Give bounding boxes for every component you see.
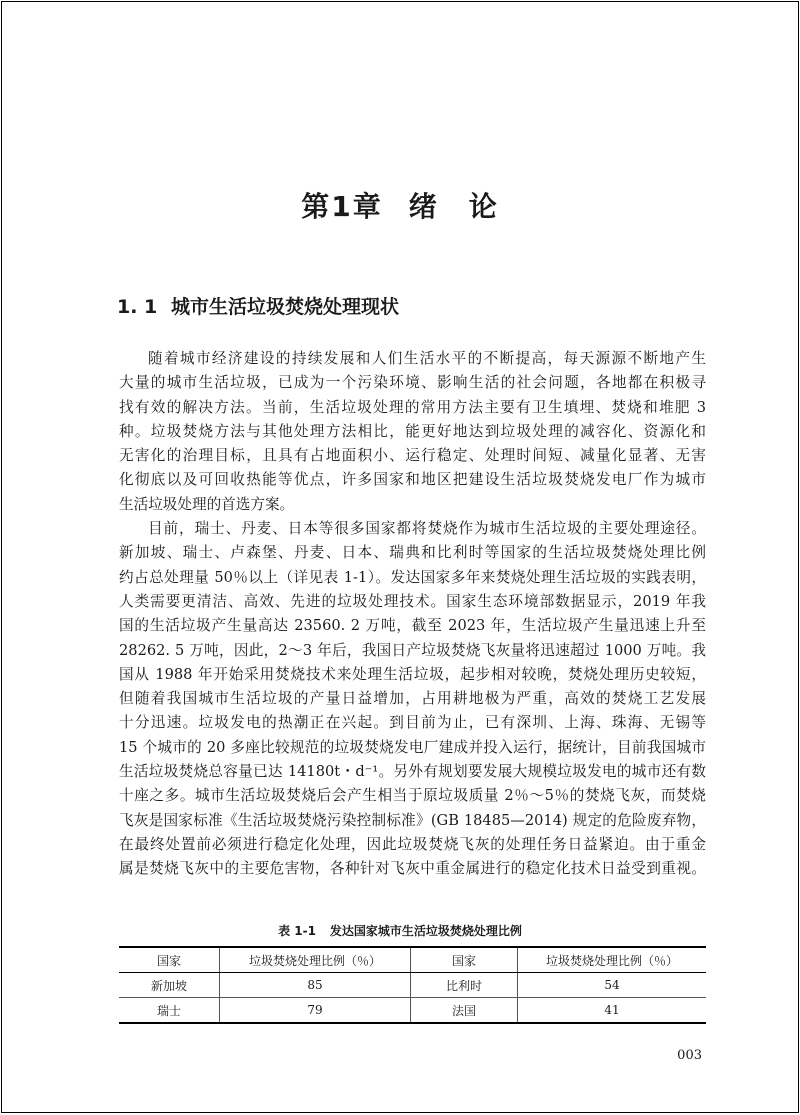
body-line: 约占总处理量 50％以上（详见表 1-1）。发达国家多年来焚烧处理生活垃圾的实践表明， [119,568,706,586]
table-header-cell: 垃圾焚烧处理比例（％） [518,947,707,973]
body-line: 目前，瑞士、丹麦、日本等很多国家都将焚烧作为城市生活垃圾的主要处理途径。 [148,520,706,538]
body-line: 但随着我国城市生活垃圾的产量日益增加，占用耕地极为严重，高效的焚烧工艺发展 [119,690,706,708]
table-cell: 瑞士 [119,998,220,1024]
body-line: 化彻底以及可回收热能等优点，许多国家和地区把建设生活垃圾焚烧发电厂作为城市 [119,471,706,489]
section-heading [117,292,399,319]
section-number: 1. 1 [117,296,158,318]
table-cell: 85 [220,973,411,998]
table-cell: 比利时 [411,973,518,998]
table-header-row [119,947,706,973]
table-row [119,973,706,998]
chapter-number: 第1章 [301,190,383,223]
table-caption-title: 发达国家城市生活垃圾焚烧处理比例 [329,924,522,938]
table-cell: 新加坡 [119,973,220,998]
body-line: 28262. 5 万吨，因此，2～3 年后，我国日产垃圾焚烧飞灰量将迅速超过 1000 万吨。我 [119,641,706,659]
table-cell: 54 [518,973,707,998]
table-cell: 法国 [411,998,518,1024]
table-header-cell: 国家 [411,947,518,973]
body-line: 找有效的解决方法。当前，生活垃圾处理的常用方法主要有卫生填埋、焚烧和堆肥 3 [119,398,706,416]
body-line: 飞灰是国家标准《生活垃圾焚烧污染控制标准》(GB 18485—2014) 规定的危险废弃物， [119,811,706,829]
body-line: 十座之多。城市生活垃圾焚烧后会产生相当于原垃圾质量 2％～5％的焚烧飞灰，而焚烧 [119,787,706,805]
document-page [1,1,799,1113]
page-number: 003 [677,1048,702,1063]
body-line: 随着城市经济建设的持续发展和人们生活水平的不断提高，每天源源不断地产生 [148,350,706,367]
body-line: 国从 1988 年开始采用焚烧技术来处理生活垃圾，起步相对较晚，焚烧处理历史较短， [119,665,706,683]
body-line: 十分迅速。垃圾发电的热潮正在兴起。到目前为止，已有深圳、上海、珠海、无锡等 [119,714,706,732]
body-line: 国的生活垃圾产生量高达 23560. 2 万吨，截至 2023 年，生活垃圾产生量迅速上升至 [119,617,706,635]
body-line: 15 个城市的 20 多座比较规范的垃圾焚烧发电厂建成并投入运行，据统计，目前我国城市 [119,738,706,756]
table-header-cell: 国家 [119,947,220,973]
table-header-cell: 垃圾焚烧处理比例（％） [220,947,411,973]
body-line: 无害化的治理目标，且具有占地面积小、运行稳定、处理时间短、减量化显著、无害 [119,447,706,465]
table-row [119,998,706,1024]
body-line: 大量的城市生活垃圾，已成为一个污染环境、影响生活的社会问题，各地都在积极寻 [119,374,706,392]
incineration-ratio-table [119,946,706,1024]
body-line: 人类需要更清洁、高效、先进的垃圾处理技术。国家生态环境部数据显示，2019 年我 [119,592,706,610]
body-line: 生活垃圾焚烧总容量已达 14180t・d⁻¹。另外有规划要发展大规模垃圾发电的城市还有数 [119,763,706,781]
body-line: 属是焚烧飞灰中的主要危害物，各种针对飞灰中重金属进行的稳定化技术日益受到重视。 [119,860,706,878]
body-line: 在最终处置前必须进行稳定化处理，因此垃圾焚烧飞灰的处理任务日益紧迫。由于重金 [119,835,706,853]
chapter-title [2,185,798,225]
table-caption-number: 表 1-1 [278,924,316,938]
body-line: 新加坡、瑞士、卢森堡、丹麦、日本、瑞典和比利时等国家的生活垃圾焚烧处理比例 [119,544,706,562]
table-caption [2,922,798,939]
body-line: 生活垃圾处理的首选方案。 [119,495,295,513]
body-line: 种。垃圾焚烧方法与其他处理方法相比，能更好地达到垃圾处理的减容化、资源化和 [119,422,706,440]
body-text [119,347,706,882]
table-cell: 41 [518,998,707,1024]
chapter-name: 绪 论 [408,190,499,223]
section-name: 城市生活垃圾焚烧处理现状 [171,296,400,318]
table-cell: 79 [220,998,411,1024]
